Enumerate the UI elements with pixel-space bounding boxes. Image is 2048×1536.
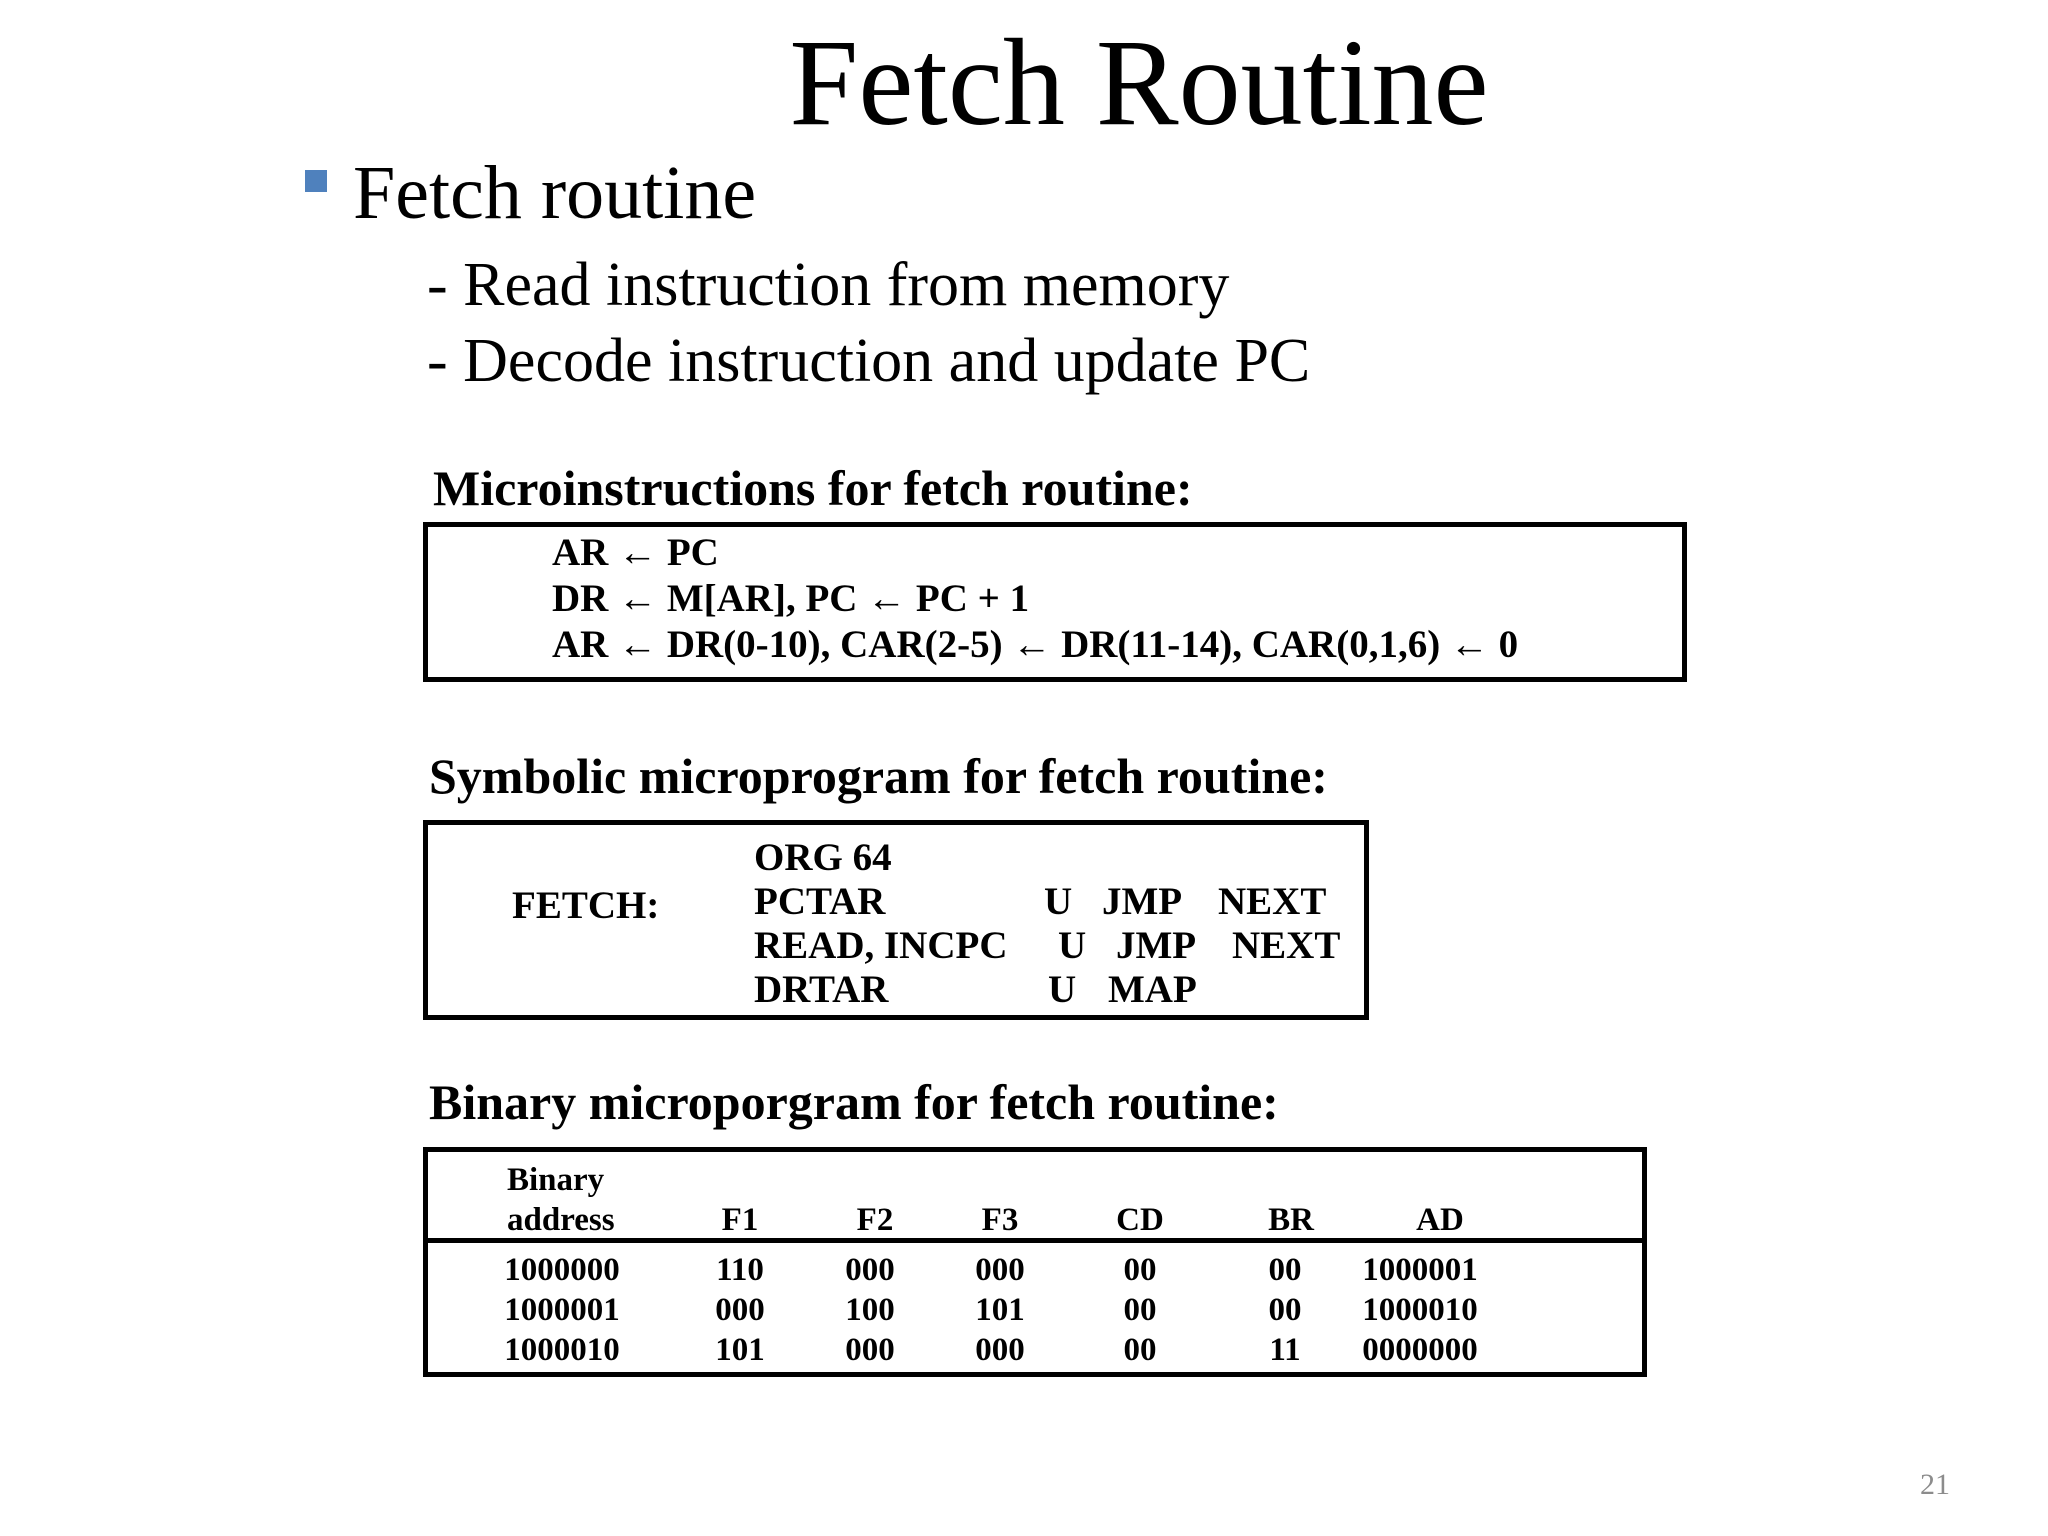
binary-col-header-line2: address (507, 1202, 615, 1238)
sym-cd-3: U (1048, 968, 1077, 1011)
binary-heading: Binary microporgram for fetch routine: (429, 1074, 1279, 1130)
bin-r1-cd: 00 (1123, 1292, 1157, 1328)
page-number: 21 (1920, 1468, 1950, 1501)
binary-col-f2: F2 (856, 1202, 894, 1238)
symbolic-heading: Symbolic microprogram for fetch routine: (429, 748, 1328, 804)
sub-item-read: - Read instruction from memory (427, 251, 1230, 319)
bin-r2-f1: 101 (715, 1332, 765, 1368)
binary-col-f1: F1 (721, 1202, 759, 1238)
sym-br-2: JMP (1116, 924, 1197, 967)
binary-col-f3: F3 (981, 1202, 1019, 1238)
bin-r0-cd: 00 (1123, 1252, 1157, 1288)
sym-ad-1: NEXT (1218, 880, 1327, 923)
sym-ad-2: NEXT (1232, 924, 1341, 967)
bin-r1-f2: 100 (845, 1292, 895, 1328)
bin-r2-cd: 00 (1123, 1332, 1157, 1368)
bin-r1-addr: 1000001 (504, 1292, 620, 1328)
micro-heading: Microinstructions for fetch routine: (433, 460, 1193, 516)
micro-line-3: AR ← DR(0-10), CAR(2-5) ← DR(11-14), CAR(0,1,6) ← 0 (552, 623, 1519, 666)
sym-op-0: ORG 64 (754, 836, 892, 879)
bin-r0-f3: 000 (975, 1252, 1025, 1288)
bin-r1-f1: 000 (715, 1292, 765, 1328)
bin-r2-ad: 0000000 (1362, 1332, 1478, 1368)
sym-op-3: DRTAR (754, 968, 889, 1011)
fetch-label: FETCH: (512, 884, 660, 927)
bin-r0-f1: 110 (716, 1252, 764, 1288)
sym-op-1: PCTAR (754, 880, 886, 923)
micro-line-2: DR ← M[AR], PC ← PC + 1 (552, 577, 1030, 620)
bullet-square-icon (305, 170, 327, 192)
bin-r0-br: 00 (1268, 1252, 1302, 1288)
sym-cd-2: U (1058, 924, 1087, 967)
bin-r2-br: 11 (1269, 1332, 1301, 1368)
binary-col-ad: AD (1416, 1202, 1464, 1238)
bin-r1-f3: 101 (975, 1292, 1025, 1328)
binary-col-br: BR (1268, 1202, 1314, 1238)
micro-line-1: AR ← PC (552, 531, 719, 574)
sub-item-decode: - Decode instruction and update PC (427, 327, 1311, 395)
sym-op-2: READ, INCPC (754, 924, 1008, 967)
bin-r1-ad: 1000010 (1362, 1292, 1478, 1328)
bin-r1-br: 00 (1268, 1292, 1302, 1328)
binary-col-cd: CD (1116, 1202, 1164, 1238)
bin-r2-f3: 000 (975, 1332, 1025, 1368)
bin-r2-f2: 000 (845, 1332, 895, 1368)
bin-r0-f2: 000 (845, 1252, 895, 1288)
bin-r2-addr: 1000010 (504, 1332, 620, 1368)
sym-br-3: MAP (1108, 968, 1197, 1011)
binary-col-header-line1: Binary (507, 1162, 605, 1198)
slide-title: Fetch Routine (789, 14, 1489, 151)
bin-r0-addr: 1000000 (504, 1252, 620, 1288)
sym-br-1: JMP (1102, 880, 1183, 923)
bin-r0-ad: 1000001 (1362, 1252, 1478, 1288)
bullet-item: Fetch routine (353, 151, 757, 235)
sym-cd-1: U (1044, 880, 1073, 923)
